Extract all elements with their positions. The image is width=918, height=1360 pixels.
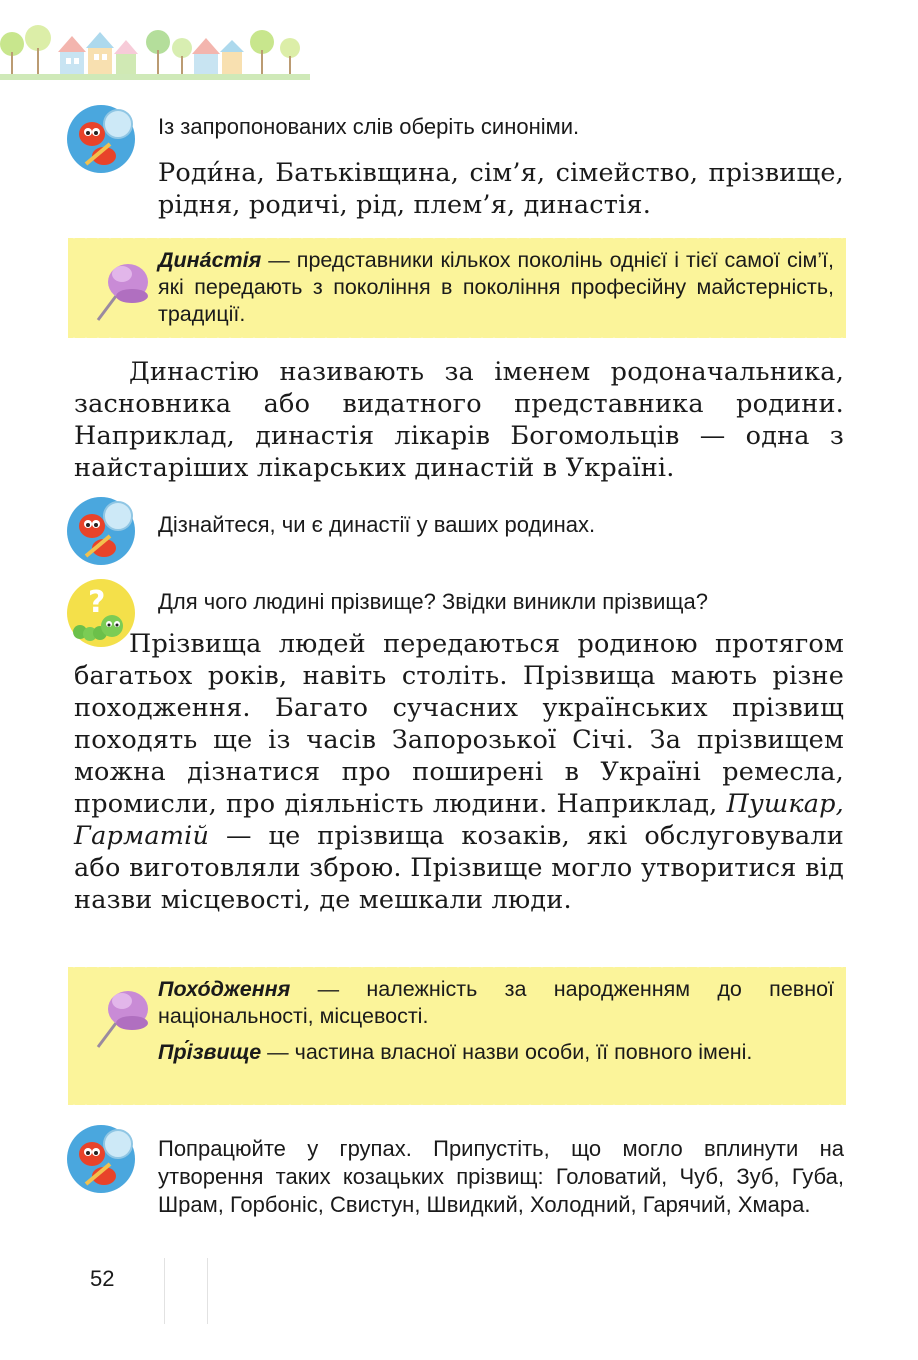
origin-term: Похо́дження (158, 977, 291, 1001)
surnames-examples: Пушкар, Гарматій (74, 789, 844, 851)
definition-note-dynasty (68, 238, 846, 338)
definition-note-origin-surname (68, 967, 846, 1105)
dynasty-paragraph-text: Династію називають за іменем родоначальника, засновника або видатного представника родини. Наприклад, династія лікарів Богомольців — одна з найстаріших лікарських династій в Україні. (74, 357, 844, 483)
svg-text:?: ? (88, 585, 106, 620)
dynasty-term: Дина́стія (158, 248, 262, 272)
pushpin-icon (88, 248, 152, 324)
page-number: 52 (90, 1266, 115, 1291)
synonyms-list (158, 157, 844, 221)
task-instruction-synonyms: Із запропонованих слів оберіть синоніми. (158, 114, 580, 139)
surname-term: Пр́ізвище (158, 1040, 262, 1064)
dynasty-definition (158, 247, 834, 328)
origin-definition (158, 976, 834, 1030)
ant-magnifier-icon (66, 104, 136, 174)
ant-magnifier-icon (66, 1124, 136, 1194)
ant-magnifier-icon (66, 496, 136, 566)
surname-definition (158, 1039, 834, 1066)
page-number-frame (164, 1258, 208, 1324)
surname-definition-text: — частина власної назви особи, її повного імені. (261, 1040, 753, 1064)
synonyms-text: Роди́на, Батьківщина, сім’я, сімейство, прізвище, рідня, родичі, рід, плем’я, династія. (158, 158, 844, 220)
dynasty-paragraph (74, 356, 844, 484)
surnames-paragraph (74, 628, 844, 916)
task-instruction-groups: Попрацюйте у групах. Припустіть, що могло вплинути на утворення таких козацьких прізвищ: Головатий, Чуб, Зуб, Губа, Шрам, Горбоніс, Свистун, Швидкий, Холодний, Гарячий, Хмара. (158, 1136, 844, 1217)
question-text: Для чого людині прізвище? Звідки виникли прізвища? (158, 589, 708, 614)
origin-definition-text: — належність за народженням до певної національності, місцевості. (158, 977, 834, 1028)
task-instruction-dynasties: Дізнайтеся, чи є династії у ваших родинах. (158, 512, 596, 537)
surnames-paragraph-text: Прізвища людей передаються родиною протягом багатьох років, навіть століть. Прізвища мають різне походження. Багато сучасних українських прізвищ походять ще із часів Запорозької Січі. За прізвищем можна дізнатися про поширені в Україні ремесла, промисли, про діяльність людини. Наприклад, Пушкар, Гарматій — це прізвища козаків, які обслуговували або виготовляли зброю. Прізвище могло утворитися від назви місцевості, де мешкали люди. (74, 629, 844, 915)
pushpin-icon (88, 975, 152, 1051)
village-illustration (0, 18, 310, 80)
dynasty-definition-text: — представники кількох поколінь однієї і тієї самої сім’ї, які передають з покоління в покоління професійну майстерність, традиції. (158, 248, 834, 326)
